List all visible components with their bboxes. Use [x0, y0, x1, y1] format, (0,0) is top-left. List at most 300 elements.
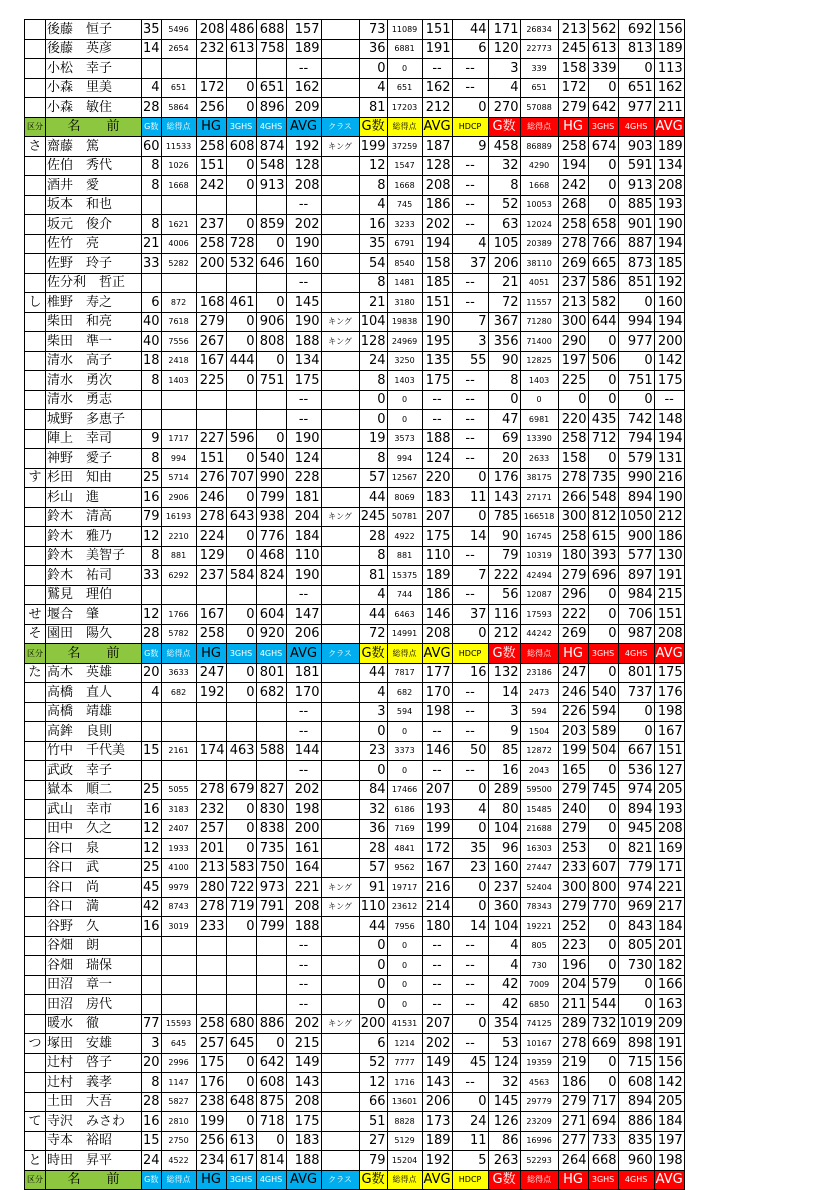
stat-cell: 19838 — [387, 312, 422, 332]
table-row — [25, 995, 685, 1015]
table-row — [25, 254, 685, 274]
stat-cell: 42494 — [520, 566, 558, 586]
stat-cell: 354 — [488, 1014, 520, 1034]
stat-cell: 205 — [654, 1092, 684, 1112]
stat-cell: 194 — [654, 234, 684, 254]
stat-cell: 799 — [256, 488, 286, 508]
stat-cell: 188 — [286, 332, 321, 352]
stat-cell: 143 — [286, 1073, 321, 1093]
stat-cell: 356 — [488, 332, 520, 352]
stat-cell: 59500 — [520, 780, 558, 800]
stat-cell: 36 — [359, 819, 387, 839]
stat-cell: 278 — [196, 897, 226, 917]
header-kubun: 区分 — [25, 1170, 46, 1190]
stat-cell: 8 — [359, 273, 387, 293]
stat-cell: 0 — [226, 917, 256, 937]
stat-cell: 813 — [618, 39, 654, 59]
stat-cell: 0 — [588, 761, 618, 781]
stat-cell: 188 — [422, 429, 452, 449]
stat-cell: 27171 — [520, 488, 558, 508]
kubun-cell — [25, 917, 46, 937]
stat-cell: 682 — [161, 683, 196, 703]
header-cell: 総得点 — [161, 644, 196, 664]
stat-cell: 0 — [226, 98, 256, 118]
table-row — [25, 137, 685, 157]
header-name: 名 前 — [46, 644, 142, 664]
player-name: 柴田 和亮 — [46, 312, 142, 332]
stat-cell: 0 — [226, 488, 256, 508]
stat-cell: 900 — [618, 527, 654, 547]
player-name: 辻村 義孝 — [46, 1073, 142, 1093]
stat-cell: 143 — [422, 1073, 452, 1093]
stat-cell: 0 — [588, 332, 618, 352]
player-name: 高橋 靖雄 — [46, 702, 142, 722]
kubun-cell — [25, 761, 46, 781]
stat-cell: 52293 — [520, 1151, 558, 1171]
stat-cell: -- — [452, 722, 488, 742]
stat-cell: 1214 — [387, 1034, 422, 1054]
stat-cell: 8743 — [161, 897, 196, 917]
stat-cell: 12 — [142, 527, 162, 547]
stat-cell: 216 — [422, 878, 452, 898]
stat-cell: 4922 — [387, 527, 422, 547]
stat-cell: 263 — [488, 1151, 520, 1171]
stat-cell: 1621 — [161, 215, 196, 235]
stat-cell: 1933 — [161, 839, 196, 859]
stat-cell: 668 — [588, 1151, 618, 1171]
stat-cell: 20389 — [520, 234, 558, 254]
stat-cell: 14991 — [387, 624, 422, 644]
stat-cell: 8 — [142, 546, 162, 566]
header-class: クラス — [321, 1170, 359, 1190]
stat-cell: 805 — [618, 936, 654, 956]
stat-cell: 72 — [488, 293, 520, 313]
stat-cell: 233 — [196, 917, 226, 937]
stat-cell: 7618 — [161, 312, 196, 332]
header-cell: G数 — [359, 117, 387, 137]
stat-cell: 3 — [142, 1034, 162, 1054]
stat-cell — [226, 273, 256, 293]
stat-cell: 40 — [142, 332, 162, 352]
table-row — [25, 956, 685, 976]
stat-cell: 4051 — [520, 273, 558, 293]
class-cell — [321, 59, 359, 79]
stat-cell: 23612 — [387, 897, 422, 917]
player-name: 谷口 満 — [46, 897, 142, 917]
stat-cell: 679 — [226, 780, 256, 800]
stat-cell: 0 — [226, 449, 256, 469]
stat-cell: 360 — [488, 897, 520, 917]
stat-cell: 233 — [558, 858, 588, 878]
class-cell — [321, 234, 359, 254]
stat-cell: 0 — [520, 390, 558, 410]
stat-cell: 237 — [196, 215, 226, 235]
stat-cell: 0 — [226, 605, 256, 625]
stat-cell: 296 — [558, 585, 588, 605]
stat-cell: 171 — [488, 20, 520, 40]
stat-cell: 190 — [286, 234, 321, 254]
stat-cell: 240 — [558, 800, 588, 820]
stat-cell: 158 — [558, 449, 588, 469]
stat-cell: 0 — [588, 956, 618, 976]
class-cell — [321, 605, 359, 625]
stat-cell: 665 — [588, 254, 618, 274]
stat-cell: 21 — [488, 273, 520, 293]
kubun-cell — [25, 371, 46, 391]
table-row — [25, 1053, 685, 1073]
class-cell — [321, 741, 359, 761]
stat-cell — [226, 195, 256, 215]
stat-cell: 147 — [286, 605, 321, 625]
stat-cell: 977 — [618, 332, 654, 352]
stat-cell: 14 — [142, 39, 162, 59]
table-row — [25, 59, 685, 79]
stat-cell — [196, 936, 226, 956]
class-cell — [321, 1034, 359, 1054]
stat-cell: 0 — [588, 839, 618, 859]
stat-cell: 35 — [452, 839, 488, 859]
table-row — [25, 449, 685, 469]
stat-cell: 758 — [256, 39, 286, 59]
stat-cell: 4 — [359, 78, 387, 98]
stat-cell — [226, 410, 256, 430]
stat-cell: 202 — [422, 1034, 452, 1054]
stat-cell: 648 — [226, 1092, 256, 1112]
header-kubun: 区分 — [25, 644, 46, 664]
stat-cell — [161, 59, 196, 79]
header-cell: HG — [196, 117, 226, 137]
header-row — [25, 644, 685, 664]
table-row — [25, 1073, 685, 1093]
score-table — [24, 19, 685, 1190]
stat-cell: 4 — [359, 195, 387, 215]
stat-cell: 198 — [422, 702, 452, 722]
stat-cell — [256, 702, 286, 722]
stat-cell: 53 — [488, 1034, 520, 1054]
stat-cell: 5496 — [161, 20, 196, 40]
class-cell: キング — [321, 137, 359, 157]
stat-cell: 278 — [558, 234, 588, 254]
stat-cell: 0 — [588, 624, 618, 644]
stat-cell: 8 — [142, 449, 162, 469]
stat-cell: 215 — [654, 585, 684, 605]
stat-cell: 16 — [142, 488, 162, 508]
stat-cell: 158 — [422, 254, 452, 274]
stat-cell: -- — [452, 176, 488, 196]
stat-cell: 256 — [196, 1131, 226, 1151]
stat-cell: 21 — [142, 234, 162, 254]
stat-cell: 974 — [618, 878, 654, 898]
stat-cell: 7777 — [387, 1053, 422, 1073]
class-cell — [321, 546, 359, 566]
stat-cell: 874 — [256, 137, 286, 157]
stat-cell: 19221 — [520, 917, 558, 937]
stat-cell: 198 — [654, 1151, 684, 1171]
header-cell: 4GHS — [618, 117, 654, 137]
stat-cell: 253 — [558, 839, 588, 859]
stat-cell: 9 — [452, 137, 488, 157]
stat-cell: 267 — [196, 332, 226, 352]
stat-cell: 199 — [422, 819, 452, 839]
stat-cell: 28 — [142, 1092, 162, 1112]
stat-cell: 38175 — [520, 468, 558, 488]
stat-cell: 190 — [286, 566, 321, 586]
stat-cell: 468 — [256, 546, 286, 566]
kubun-cell — [25, 897, 46, 917]
stat-cell: 8 — [488, 176, 520, 196]
stat-cell: 184 — [286, 527, 321, 547]
stat-cell: 0 — [387, 722, 422, 742]
stat-cell: 151 — [196, 449, 226, 469]
stat-cell: 268 — [558, 195, 588, 215]
stat-cell: 994 — [618, 312, 654, 332]
stat-cell: 6850 — [520, 995, 558, 1015]
stat-cell: 192 — [422, 1151, 452, 1171]
stat-cell: 669 — [588, 1034, 618, 1054]
stat-cell: 193 — [654, 800, 684, 820]
stat-cell: 151 — [654, 605, 684, 625]
stat-cell: 694 — [588, 1112, 618, 1132]
stat-cell: 42 — [488, 995, 520, 1015]
stat-cell: 3019 — [161, 917, 196, 937]
stat-cell: 875 — [256, 1092, 286, 1112]
stat-cell: 212 — [488, 624, 520, 644]
table-row — [25, 975, 685, 995]
stat-cell: 246 — [196, 488, 226, 508]
stat-cell — [226, 995, 256, 1015]
stat-cell: 873 — [618, 254, 654, 274]
stat-cell: 10319 — [520, 546, 558, 566]
stat-cell: 226 — [558, 702, 588, 722]
stat-cell: 588 — [256, 741, 286, 761]
stat-cell: 208 — [654, 176, 684, 196]
stat-cell: 920 — [256, 624, 286, 644]
player-name: 柴田 準一 — [46, 332, 142, 352]
stat-cell: 167 — [196, 351, 226, 371]
stat-cell: 175 — [422, 527, 452, 547]
stat-cell: 134 — [286, 351, 321, 371]
stat-cell: 206 — [488, 254, 520, 274]
stat-cell: 42 — [142, 897, 162, 917]
header-cell: HDCP — [452, 117, 488, 137]
stat-cell: 977 — [618, 98, 654, 118]
stat-cell: 737 — [618, 683, 654, 703]
stat-cell: 339 — [588, 59, 618, 79]
header-cell: AVG — [286, 1170, 321, 1190]
stat-cell: 0 — [452, 468, 488, 488]
kubun-cell — [25, 546, 46, 566]
stat-cell: 175 — [286, 1112, 321, 1132]
stat-cell: 2418 — [161, 351, 196, 371]
stat-cell: -- — [286, 410, 321, 430]
stat-cell: 223 — [558, 936, 588, 956]
stat-cell — [226, 761, 256, 781]
header-cell: 3GHS — [588, 644, 618, 664]
stat-cell: 162 — [654, 78, 684, 98]
kubun-cell — [25, 780, 46, 800]
stat-cell: 0 — [588, 917, 618, 937]
stat-cell: 174 — [196, 741, 226, 761]
stat-cell: 202 — [286, 215, 321, 235]
stat-cell: 0 — [387, 410, 422, 430]
header-cell: G数 — [142, 644, 162, 664]
stat-cell: -- — [452, 936, 488, 956]
stat-cell: 722 — [226, 878, 256, 898]
stat-cell: 887 — [618, 234, 654, 254]
table-row — [25, 741, 685, 761]
stat-cell: 4 — [359, 585, 387, 605]
stat-cell: 32 — [359, 800, 387, 820]
stat-cell: 37 — [452, 605, 488, 625]
player-name: 清水 勇志 — [46, 390, 142, 410]
stat-cell: 0 — [226, 663, 256, 683]
stat-cell: -- — [286, 273, 321, 293]
stat-cell: 5827 — [161, 1092, 196, 1112]
stat-cell: 269 — [558, 624, 588, 644]
stat-cell: 127 — [654, 761, 684, 781]
header-cell: AVG — [286, 117, 321, 137]
kubun-cell — [25, 429, 46, 449]
kubun-cell: す — [25, 468, 46, 488]
kubun-cell — [25, 449, 46, 469]
header-class: クラス — [321, 117, 359, 137]
stat-cell: -- — [452, 975, 488, 995]
stat-cell: 651 — [520, 78, 558, 98]
stat-cell — [142, 273, 162, 293]
table-row — [25, 371, 685, 391]
stat-cell: 0 — [452, 98, 488, 118]
header-cell: 4GHS — [256, 644, 286, 664]
stat-cell: 258 — [196, 137, 226, 157]
stat-cell: 5864 — [161, 98, 196, 118]
stat-cell: 1504 — [520, 722, 558, 742]
stat-cell: 4100 — [161, 858, 196, 878]
stat-cell: 213 — [196, 858, 226, 878]
stat-cell: 0 — [452, 624, 488, 644]
stat-cell: 0 — [387, 761, 422, 781]
stat-cell: 945 — [618, 819, 654, 839]
stat-cell: 0 — [226, 527, 256, 547]
table-row — [25, 1112, 685, 1132]
stat-cell: 85 — [488, 741, 520, 761]
stat-cell: 584 — [226, 566, 256, 586]
stat-cell: 536 — [618, 761, 654, 781]
table-row — [25, 39, 685, 59]
stat-cell: 0 — [256, 293, 286, 313]
header-cell: 総得点 — [520, 644, 558, 664]
stat-cell: 7169 — [387, 819, 422, 839]
stat-cell: 2633 — [520, 449, 558, 469]
table-row — [25, 410, 685, 430]
stat-cell: 594 — [520, 702, 558, 722]
stat-cell: 615 — [588, 527, 618, 547]
stat-cell: 130 — [654, 546, 684, 566]
stat-cell: 44 — [359, 663, 387, 683]
stat-cell: 21 — [359, 293, 387, 313]
table-row — [25, 332, 685, 352]
stat-cell: -- — [422, 956, 452, 976]
stat-cell: 16 — [142, 800, 162, 820]
stat-cell: 44 — [452, 20, 488, 40]
stat-cell: 0 — [452, 1014, 488, 1034]
stat-cell: 246 — [558, 683, 588, 703]
table-row — [25, 78, 685, 98]
table-row — [25, 566, 685, 586]
stat-cell: 7556 — [161, 332, 196, 352]
kubun-cell — [25, 332, 46, 352]
stat-cell: 264 — [558, 1151, 588, 1171]
stat-cell: 81 — [359, 566, 387, 586]
stat-cell: 110 — [286, 546, 321, 566]
stat-cell: 715 — [618, 1053, 654, 1073]
header-cell: AVG — [422, 117, 452, 137]
stat-cell: 116 — [488, 605, 520, 625]
kubun-cell — [25, 351, 46, 371]
stat-cell — [256, 761, 286, 781]
stat-cell: 0 — [588, 663, 618, 683]
kubun-cell — [25, 273, 46, 293]
table-row — [25, 819, 685, 839]
player-name: 佐野 玲子 — [46, 254, 142, 274]
stat-cell: 79 — [142, 507, 162, 527]
stat-cell: 160 — [286, 254, 321, 274]
stat-cell — [256, 975, 286, 995]
stat-cell: 36 — [359, 39, 387, 59]
header-cell: 総得点 — [161, 117, 196, 137]
kubun-cell — [25, 215, 46, 235]
stat-cell: 458 — [488, 137, 520, 157]
stat-cell: 0 — [588, 605, 618, 625]
stat-cell: 913 — [256, 176, 286, 196]
player-name: 高鉾 良則 — [46, 722, 142, 742]
stat-cell: 202 — [286, 780, 321, 800]
stat-cell: 300 — [558, 312, 588, 332]
stat-cell: 227 — [196, 429, 226, 449]
stat-cell: 237 — [558, 273, 588, 293]
stat-cell: 974 — [618, 780, 654, 800]
stat-cell: 794 — [618, 429, 654, 449]
class-cell: キング — [321, 507, 359, 527]
class-cell — [321, 20, 359, 40]
stat-cell: 9562 — [387, 858, 422, 878]
class-cell — [321, 585, 359, 605]
stat-cell: 184 — [654, 1112, 684, 1132]
player-name: 鈴木 雅乃 — [46, 527, 142, 547]
header-cell: HG — [196, 1170, 226, 1190]
stat-cell: 881 — [387, 546, 422, 566]
stat-cell: 213 — [558, 293, 588, 313]
stat-cell: 16 — [452, 663, 488, 683]
stat-cell: 3250 — [387, 351, 422, 371]
stat-cell: 801 — [618, 663, 654, 683]
stat-cell: 712 — [588, 429, 618, 449]
player-name: 塚田 安雄 — [46, 1034, 142, 1054]
class-cell — [321, 1053, 359, 1073]
player-name: 杉山 進 — [46, 488, 142, 508]
stat-cell: 1026 — [161, 156, 196, 176]
stat-cell: 785 — [488, 507, 520, 527]
stat-cell: 113 — [654, 59, 684, 79]
stat-cell — [142, 702, 162, 722]
kubun-cell — [25, 741, 46, 761]
stat-cell: 44242 — [520, 624, 558, 644]
stat-cell: 830 — [256, 800, 286, 820]
stat-cell: 0 — [226, 156, 256, 176]
stat-cell — [161, 761, 196, 781]
stat-cell: 35 — [359, 234, 387, 254]
player-name: 寺本 裕昭 — [46, 1131, 142, 1151]
table-row — [25, 624, 685, 644]
